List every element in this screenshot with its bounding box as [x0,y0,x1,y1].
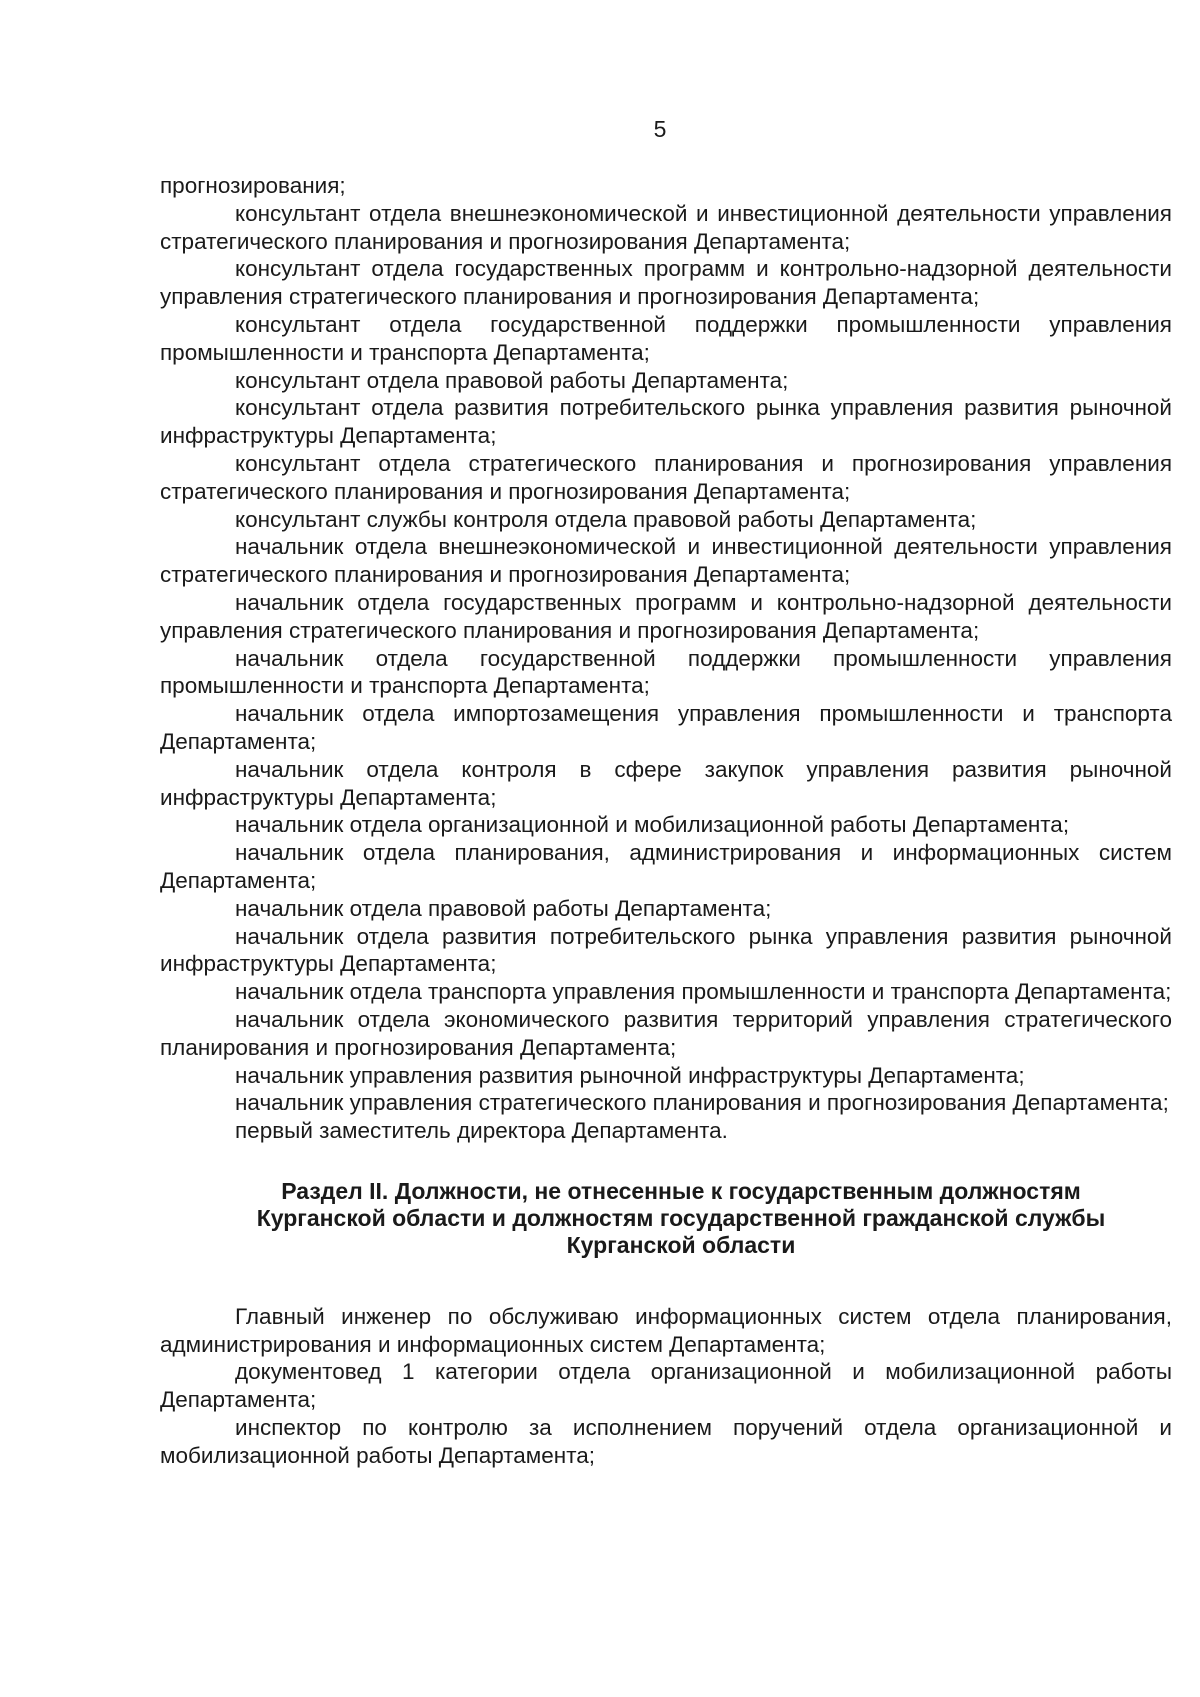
list-item: консультант отдела внешнеэкономической и инвестиционной деятельности управления стратегического планирования и прогнозирования Департамента; [160,200,1172,254]
list-item: начальник отдела импортозамещения управления промышленности и транспорта Департамента; [160,701,1172,754]
section-heading-line: Раздел II. Должности, не отнесенные к государственным должностям [281,1177,1081,1204]
list-item: начальник отдела контроля в сфере закупок управления развития рыночной инфраструктуры Департамента; [160,756,1172,810]
list-item: начальник отдела организационной и мобилизационной работы Департамента; [235,812,1070,838]
list-item: начальник отдела транспорта управления промышленности и транспорта Департамента; [235,979,1172,1005]
list-item: начальник управления стратегического планирования и прогнозирования Департамента; [235,1090,1169,1116]
list-item: начальник отдела государственной поддержки промышленности управления промышленности и транспорта Департамента; [160,645,1172,699]
list-item: Главный инженер по обслуживаю информационных систем отдела планирования, администрирования и информационных систем Департамента; [160,1303,1172,1357]
list-item: прогнозирования; [160,173,346,198]
list-item: консультант отдела стратегического планирования и прогнозирования управления стратегического планирования и прогнозирования Департамента; [160,450,1172,504]
list-item: начальник отдела правовой работы Департамента; [235,895,772,921]
list-item: консультант отдела государственных программ и контрольно-надзорной деятельности управления стратегического планирования и прогнозирования Департамента; [160,256,1172,310]
list-item: начальник отдела государственных программ и контрольно-надзорной деятельности управления стратегического планирования и прогнозирования Департамента; [160,589,1172,643]
list-item: консультант отдела государственной поддержки промышленности управления промышленности и транспорта Департамента; [160,311,1172,365]
list-item: начальник отдела внешнеэкономической и инвестиционной деятельности управления стратегического планирования и прогнозирования Департамента; [160,534,1172,588]
section-heading [160,1178,1172,1259]
section-heading-line: Курганской области и должностям государственной гражданской службы [256,1204,1106,1231]
list-item: документовед 1 категории отдела организационной и мобилизационной работы Департамента; [160,1359,1172,1413]
section-heading-line: Курганской области [566,1231,796,1258]
section1-list [160,172,1172,1145]
document-body [160,172,1172,1470]
page-number: 5 [653,116,667,142]
list-item: инспектор по контролю за исполнением поручений отдела организационной и мобилизационной работы Департамента; [160,1415,1172,1468]
list-item: начальник отдела экономического развития территорий управления стратегического планирования и прогнозирования Департамента; [160,1006,1172,1060]
list-item: начальник отдела развития потребительского рынка управления развития рыночной инфраструктуры Департамента; [160,923,1172,977]
list-item: первый заместитель директора Департамента. [235,1118,728,1144]
list-item: консультант службы контроля отдела правовой работы Департамента; [235,506,977,532]
list-item: консультант отдела правовой работы Департамента; [235,367,789,393]
section2-list [160,1303,1172,1470]
list-item: начальник отдела планирования, администрирования и информационных систем Департамента; [160,840,1172,893]
list-item: консультант отдела развития потребительского рынка управления развития рыночной инфраструктуры Департамента; [160,395,1172,449]
list-item: начальник управления развития рыночной инфраструктуры Департамента; [235,1062,1025,1088]
